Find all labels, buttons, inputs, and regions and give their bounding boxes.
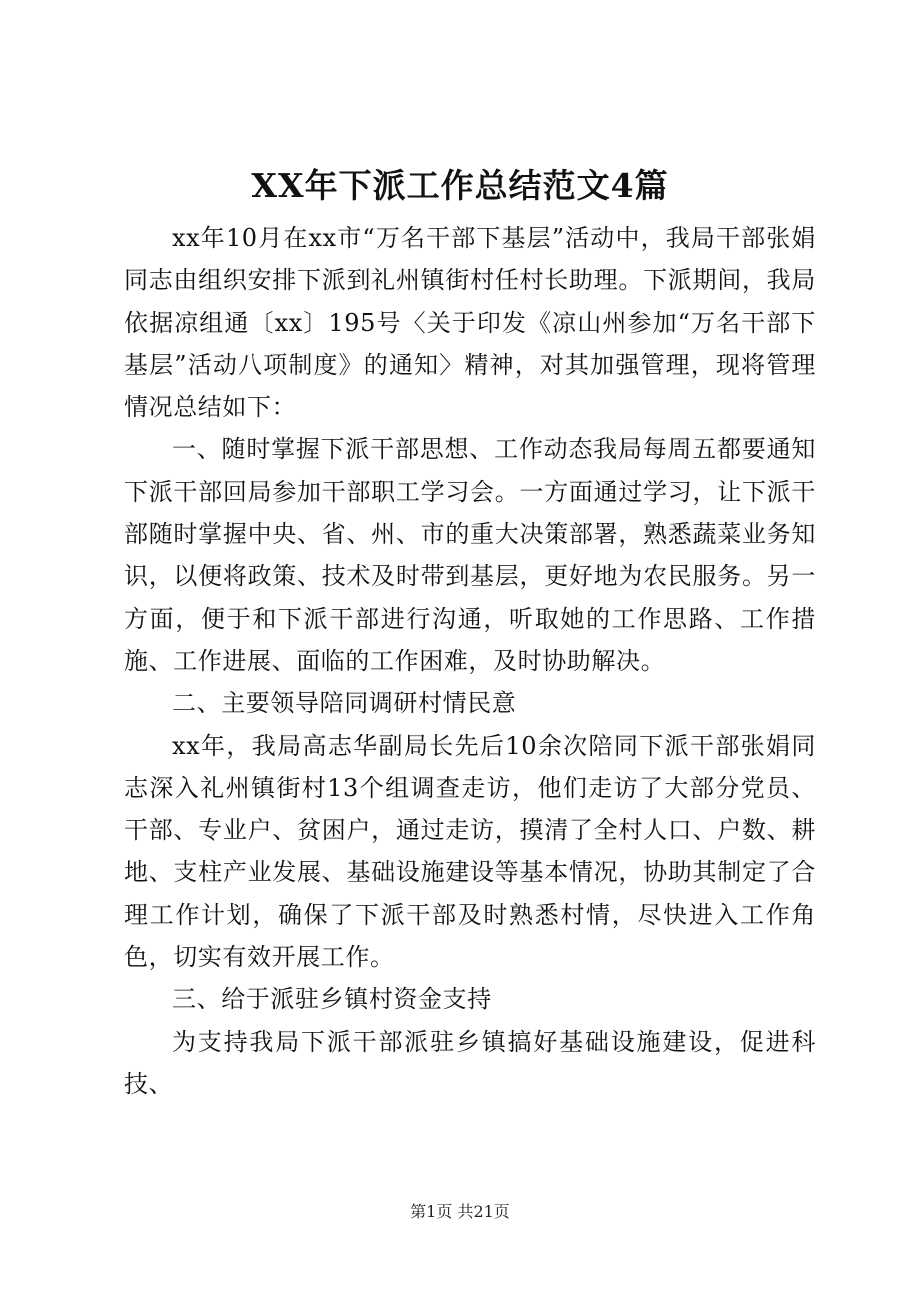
paragraph-section-2: xx年，我局高志华副局长先后10余次陪同下派干部张娟同志深入礼州镇街村13个组调查走访，他们走访了大部分党员、干部、专业户、贫困户，通过走访，摸清了全村人口、户数、耕地、支柱产业发展、基础设施建设等基本情况，协助其制定了合理工作计划，确保了下派干部及时熟悉村情，尽快进入工作角色，切实有效开展工作。 (124, 731, 816, 972)
paragraph-section-3: 为支持我局下派干部派驻乡镇搞好基础设施建设，促进科技、 (124, 1027, 816, 1098)
paragraph-section-1: 一、随时掌握下派干部思想、工作动态我局每周五都要通知下派干部回局参加干部职工学习会。一方面通过学习，让下派干部随时掌握中央、省、州、市的重大决策部署，熟悉蔬菜业务知识，以便将政策、技术及时带到基层，更好地为农民服务。另一方面，便于和下派干部进行沟通，听取她的工作思路、工作措施、工作进展、面临的工作困难，及时协助解决。 (124, 435, 816, 675)
heading-section-3: 三、给于派驻乡镇村资金支持 (172, 985, 492, 1014)
document-title: XX年下派工作总结范文4篇 (251, 166, 669, 205)
page-footer: 第1页 共21页 (410, 1202, 510, 1221)
document-body (124, 217, 816, 1105)
paragraph-intro: xx年10月在xx市“万名干部下基层”活动中，我局干部张娟同志由组织安排下派到礼州镇街村任村长助理。下派期间，我局依据凉组通〔xx〕195号〈关于印发《凉山州参加“万名干部下基层”活动八项制度》的通知〉精神，对其加强管理，现将管理情况总结如下： (124, 224, 816, 422)
heading-section-2: 二、主要领导陪同调研村情民意 (172, 689, 517, 718)
